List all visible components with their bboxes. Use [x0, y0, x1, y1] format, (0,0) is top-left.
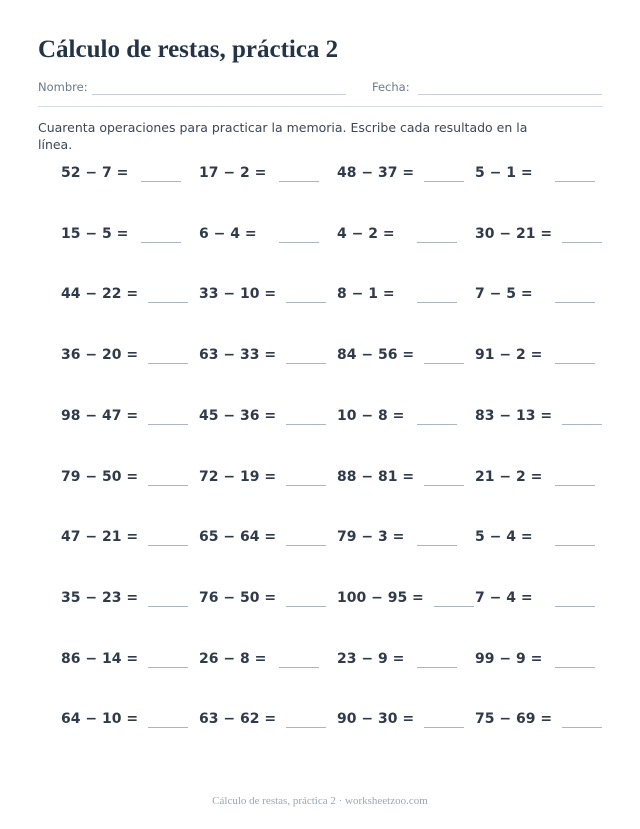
problem-expression: 8 − 1 =: [337, 286, 395, 303]
answer-blank[interactable]: [286, 727, 326, 728]
problem-expression: 26 − 8 =: [199, 650, 267, 667]
answer-blank[interactable]: [424, 485, 464, 486]
answer-blank[interactable]: [562, 424, 602, 425]
problem-expression: 86 − 14 =: [61, 650, 139, 667]
problem-expression: 44 − 22 =: [61, 286, 139, 303]
problem-expression: 23 − 9 =: [337, 650, 405, 667]
problem-expression: 72 − 19 =: [199, 468, 277, 485]
problem-expression: 63 − 62 =: [199, 711, 277, 728]
answer-blank[interactable]: [424, 181, 464, 182]
problem-expression: 48 − 37 =: [337, 165, 415, 181]
page-title: Cálculo de restas, práctica 2: [38, 36, 339, 63]
answer-blank[interactable]: [148, 302, 188, 303]
problem-expression: 83 − 13 =: [475, 407, 553, 424]
answer-blank[interactable]: [417, 667, 457, 668]
answer-blank[interactable]: [286, 302, 326, 303]
answer-blank[interactable]: [434, 606, 474, 607]
problem-expression: 100 − 95 =: [337, 589, 424, 606]
problem-expression: 65 − 64 =: [199, 529, 277, 546]
problem-expression: 7 − 4 =: [475, 589, 533, 606]
problem-expression: 76 − 50 =: [199, 589, 277, 606]
answer-blank[interactable]: [279, 242, 319, 243]
answer-blank[interactable]: [286, 424, 326, 425]
problem-expression: 64 − 10 =: [61, 711, 139, 728]
answer-blank[interactable]: [555, 606, 595, 607]
problem-expression: 7 − 5 =: [475, 286, 533, 303]
answer-blank[interactable]: [417, 242, 457, 243]
answer-blank[interactable]: [286, 485, 326, 486]
answer-blank[interactable]: [417, 424, 457, 425]
answer-blank[interactable]: [286, 545, 326, 546]
answer-blank[interactable]: [148, 545, 188, 546]
problem-expression: 84 − 56 =: [337, 347, 415, 364]
problem-expression: 21 − 2 =: [475, 468, 543, 485]
problem-expression: 52 − 7 =: [61, 165, 129, 181]
answer-blank[interactable]: [148, 606, 188, 607]
answer-blank[interactable]: [555, 363, 595, 364]
problem-expression: 30 − 21 =: [475, 225, 553, 242]
name-label: Nombre:: [38, 80, 88, 94]
answer-blank[interactable]: [286, 363, 326, 364]
problem-expression: 79 − 50 =: [61, 468, 139, 485]
problem-expression: 99 − 9 =: [475, 650, 543, 667]
answer-blank[interactable]: [417, 545, 457, 546]
answer-blank[interactable]: [286, 606, 326, 607]
problem-expression: 35 − 23 =: [61, 589, 139, 606]
problem-expression: 90 − 30 =: [337, 711, 415, 728]
answer-blank[interactable]: [562, 727, 602, 728]
problem-expression: 98 − 47 =: [61, 407, 139, 424]
answer-blank[interactable]: [148, 424, 188, 425]
problem-expression: 36 − 20 =: [61, 347, 139, 364]
answer-blank[interactable]: [148, 485, 188, 486]
problem-expression: 33 − 10 =: [199, 286, 277, 303]
problem-expression: 5 − 1 =: [475, 165, 533, 181]
answer-blank[interactable]: [279, 667, 319, 668]
answer-blank[interactable]: [417, 302, 457, 303]
problem-expression: 5 − 4 =: [475, 529, 533, 546]
answer-blank[interactable]: [424, 727, 464, 728]
problem-expression: 4 − 2 =: [337, 225, 395, 242]
answer-blank[interactable]: [562, 242, 602, 243]
problem-expression: 63 − 33 =: [199, 347, 277, 364]
answer-blank[interactable]: [555, 302, 595, 303]
problem-expression: 10 − 8 =: [337, 407, 405, 424]
answer-blank[interactable]: [148, 727, 188, 728]
problem-expression: 91 − 2 =: [475, 347, 543, 364]
answer-blank[interactable]: [424, 363, 464, 364]
problem-expression: 15 − 5 =: [61, 225, 129, 242]
answer-blank[interactable]: [555, 545, 595, 546]
instructions: Cuarenta operaciones para practicar la memoria. Escribe cada resultado en la línea.: [38, 120, 528, 152]
answer-blank[interactable]: [148, 667, 188, 668]
date-label: Fecha:: [372, 80, 410, 94]
problem-expression: 17 − 2 =: [199, 165, 267, 181]
problem-expression: 79 − 3 =: [337, 529, 405, 546]
problem-expression: 45 − 36 =: [199, 407, 277, 424]
answer-blank[interactable]: [148, 363, 188, 364]
problem-expression: 6 − 4 =: [199, 225, 257, 242]
answer-blank[interactable]: [555, 667, 595, 668]
problem-expression: 75 − 69 =: [475, 711, 553, 728]
footer: Cálculo de restas, práctica 2 · worksheetzoo.com: [212, 795, 428, 807]
answer-blank[interactable]: [555, 485, 595, 486]
answer-blank[interactable]: [279, 181, 319, 182]
answer-blank[interactable]: [555, 181, 595, 182]
answer-blank[interactable]: [141, 242, 181, 243]
answer-blank[interactable]: [141, 181, 181, 182]
problem-expression: 88 − 81 =: [337, 468, 415, 485]
problem-expression: 47 − 21 =: [61, 529, 139, 546]
